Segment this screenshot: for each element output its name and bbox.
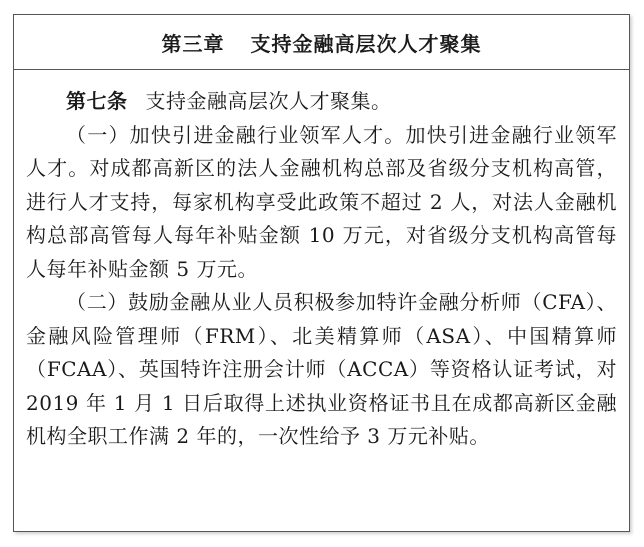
- paragraph-1: （一）加快引进金融行业领军人才。加快引进金融行业领军人才。对成都高新区的法人金融机构总部及省级分支机构高管，进行人才支持，每家机构享受此政策不超过 2 人，对法人金融机构总部高管每人每年补贴金额 10 万元，对省级分支机构高管每人每年补贴金额 5 万元。: [26, 122, 617, 281]
- chapter-title: 支持金融高层次人才聚集: [250, 31, 482, 56]
- article-title: 支持金融高层次人才聚集。: [145, 89, 392, 113]
- paragraph-2: （二）鼓励金融从业人员积极参加特许金融分析师（CFA）、金融风险管理师（FRM）、北美精算师（ASA）、中国精算师（FCAA）、英国特许注册会计师（ACCA）等资格认证考试，对 2019 年 1 月 1 日后取得上述执业资格证书且在成都高新区金融机构全职工作满 2 年的，一次性给予 3 万元补贴。: [26, 290, 617, 448]
- chapter-number: 第三章: [161, 31, 225, 56]
- chapter-heading: [14, 15, 629, 70]
- article-label: 第七条: [66, 89, 128, 113]
- article-heading: [26, 85, 617, 119]
- document-body: [26, 85, 617, 454]
- document-frame: [13, 14, 630, 532]
